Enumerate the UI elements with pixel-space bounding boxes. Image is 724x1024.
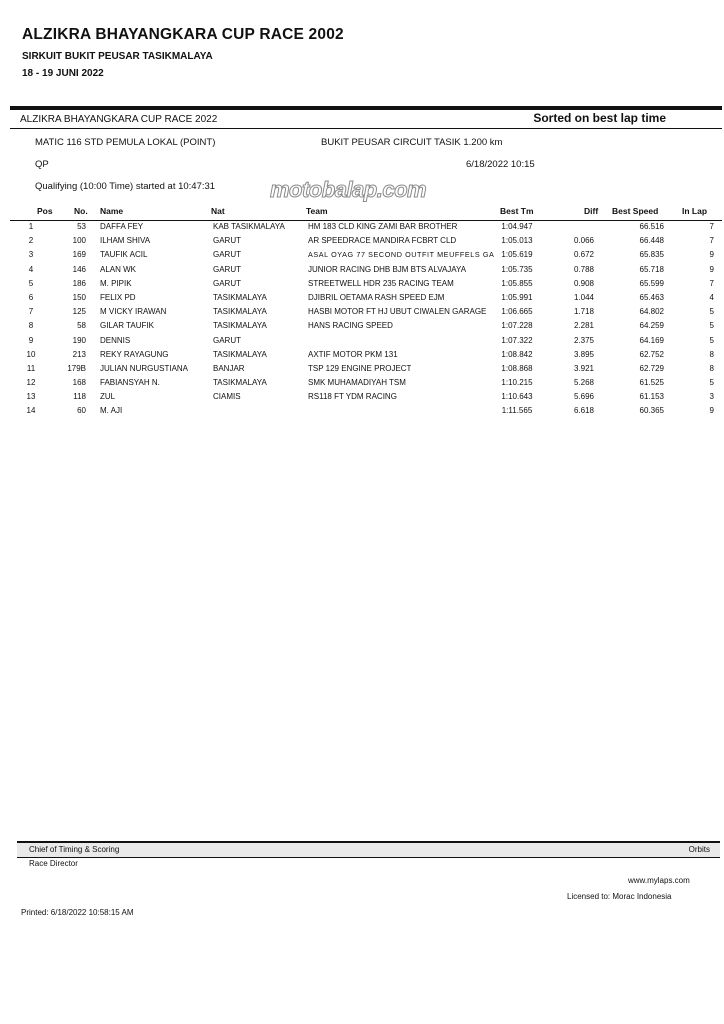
cell-best-time: 1:04.947 (501, 222, 533, 231)
cell-best-time: 1:05.013 (501, 236, 533, 246)
cell-name: GILAR TAUFIK (100, 321, 154, 331)
header-nat: Nat (211, 206, 225, 216)
cell-no: 213 (72, 349, 86, 359)
race-director-label: Race Director (29, 859, 78, 868)
cell-pos: 6 (28, 292, 34, 302)
cell-diff: 0.908 (573, 278, 594, 288)
results-table-body (10, 222, 722, 421)
cell-diff: 5.268 (573, 378, 594, 388)
cell-no: 58 (77, 321, 86, 331)
table-row (10, 350, 722, 364)
cell-in-lap: 4 (709, 292, 714, 302)
cell-best-speed: 64.169 (639, 335, 664, 345)
cell-team: DJIBRIL OETAMA RASH SPEED EJM (308, 292, 445, 302)
cell-best-speed: 60.365 (639, 406, 664, 416)
cell-name: DENNIS (100, 335, 131, 345)
cell-in-lap: 7 (709, 278, 714, 288)
cell-best-speed: 61.525 (639, 378, 664, 388)
cell-name: ALAN WK (100, 264, 137, 274)
cell-diff: 1.044 (573, 292, 594, 302)
cell-no: 186 (72, 278, 86, 288)
cell-pos: 13 (26, 392, 36, 402)
cell-pos: 5 (28, 278, 34, 288)
table-row (10, 279, 722, 293)
cell-team: HANS RACING SPEED (308, 321, 393, 331)
cell-best-time: 1:11.565 (501, 406, 533, 416)
printed-timestamp: Printed: 6/18/2022 10:58:15 AM (21, 908, 134, 917)
cell-pos: 8 (28, 321, 34, 331)
licensed-to: Licensed to: Morac Indonesia (567, 892, 672, 901)
cell-in-lap: 8 (709, 349, 714, 359)
header-team: Team (306, 206, 328, 216)
table-row (10, 307, 722, 321)
cell-nat: GARUT (213, 335, 241, 345)
cell-no: 179B (67, 363, 86, 373)
cell-best-speed: 64.259 (639, 321, 664, 331)
cell-team: HM 183 CLD KING ZAMI BAR BROTHER (308, 222, 458, 231)
table-row (10, 364, 722, 378)
cell-team: STREETWELL HDR 235 RACING TEAM (308, 278, 454, 288)
cell-nat: TASIKMALAYA (213, 292, 267, 302)
cell-diff: 0.672 (573, 250, 594, 260)
table-row (10, 336, 722, 350)
cell-in-lap: 9 (709, 250, 714, 260)
cell-best-time: 1:05.991 (501, 292, 533, 302)
cell-in-lap: 9 (709, 264, 714, 274)
header-best-speed: Best Speed (612, 206, 659, 216)
cell-in-lap: 9 (709, 406, 714, 416)
cell-diff: 5.696 (573, 392, 594, 402)
cell-name: M. PIPIK (100, 278, 132, 288)
cell-name: M. AJI (100, 406, 123, 416)
cell-best-speed: 64.802 (639, 307, 664, 317)
cell-in-lap: 5 (709, 378, 714, 388)
table-row (10, 392, 722, 406)
cell-best-time: 1:06.665 (501, 307, 533, 317)
cell-no: 53 (77, 222, 86, 231)
cell-pos: 7 (28, 307, 34, 317)
cell-no: 125 (72, 307, 86, 317)
cell-best-time: 1:07.322 (501, 335, 533, 345)
cell-name: M VICKY IRAWAN (100, 307, 167, 317)
header-name: Name (100, 206, 124, 216)
cell-team: ASAL OYAG 77 SECOND OUTFIT MEUFFELS GA (308, 250, 494, 260)
cell-in-lap: 5 (709, 307, 714, 317)
cell-diff: 0.788 (573, 264, 594, 274)
cell-name: ZUL (100, 392, 116, 402)
report-title: ALZIKRA BHAYANGKARA CUP RACE 2002 (22, 26, 344, 43)
header-pos: Pos (37, 206, 53, 216)
table-row (10, 321, 722, 335)
cell-best-time: 1:05.855 (501, 278, 533, 288)
cell-best-speed: 66.516 (639, 222, 664, 231)
qualifying-info: Qualifying (10:00 Time) started at 10:47:31 (35, 181, 216, 192)
watermark: motobalap.com (270, 177, 427, 202)
cell-name: ILHAM SHIVA (100, 236, 151, 246)
cell-best-time: 1:10.643 (501, 392, 533, 402)
class-name: MATIC 116 STD PEMULA LOKAL (POINT) (35, 137, 216, 148)
cell-in-lap: 7 (709, 236, 714, 246)
cell-best-speed: 61.153 (639, 392, 664, 402)
table-row (10, 222, 722, 236)
circuit-name: SIRKUIT BUKIT PEUSAR TASIKMALAYA (22, 51, 213, 62)
cell-diff: 3.921 (573, 363, 594, 373)
cell-nat: KAB TASIKMALAYA (213, 222, 285, 231)
cell-best-speed: 65.718 (639, 264, 664, 274)
header-no: No. (74, 206, 88, 216)
cell-best-speed: 65.463 (639, 292, 664, 302)
cell-in-lap: 5 (709, 321, 714, 331)
cell-best-time: 1:05.735 (501, 264, 533, 274)
cell-no: 190 (72, 335, 86, 345)
footer-bar (17, 841, 720, 858)
event-bar (10, 110, 722, 129)
cell-best-speed: 62.729 (639, 363, 664, 373)
website-link[interactable]: www.mylaps.com (628, 876, 690, 885)
cell-best-time: 1:08.868 (501, 363, 533, 373)
cell-pos: 4 (28, 264, 34, 274)
header-in-lap: In Lap (682, 206, 708, 216)
cell-no: 118 (73, 392, 86, 402)
cell-best-speed: 66.448 (639, 236, 664, 246)
cell-team: HASBI MOTOR FT HJ UBUT CIWALEN GARAGE (308, 307, 487, 317)
event-dates: 18 - 19 JUNI 2022 (22, 68, 104, 79)
cell-pos: 2 (28, 236, 34, 246)
cell-name: TAUFIK ACIL (100, 250, 148, 260)
cell-pos: 12 (26, 378, 36, 388)
cell-nat: GARUT (213, 264, 241, 274)
cell-diff: 0.066 (573, 236, 594, 246)
table-row (10, 236, 722, 250)
cell-no: 60 (77, 406, 86, 416)
cell-best-time: 1:10.215 (501, 378, 533, 388)
cell-diff: 3.895 (573, 349, 594, 359)
header-best-time: Best Tm (500, 206, 534, 216)
results-table-header (10, 206, 722, 221)
cell-in-lap: 3 (709, 392, 714, 402)
cell-pos: 11 (26, 363, 36, 373)
table-row (10, 378, 722, 392)
cell-best-time: 1:08.842 (501, 349, 533, 359)
cell-in-lap: 7 (709, 222, 714, 231)
table-row (10, 406, 722, 420)
cell-name: FELIX PD (100, 292, 136, 302)
table-row (10, 293, 722, 307)
cell-nat: GARUT (213, 278, 241, 288)
cell-nat: GARUT (213, 236, 241, 246)
cell-diff: 2.375 (573, 335, 594, 345)
cell-pos: 10 (26, 349, 36, 359)
cell-best-speed: 62.752 (639, 349, 664, 359)
session-datetime: 6/18/2022 10:15 (466, 159, 535, 170)
cell-name: JULIAN NURGUSTIANA (100, 363, 189, 373)
orbits-brand: Orbits (688, 845, 710, 854)
cell-diff: 1.718 (573, 307, 594, 317)
cell-in-lap: 8 (709, 363, 714, 373)
cell-best-speed: 65.835 (639, 250, 664, 260)
cell-best-time: 1:05.619 (501, 250, 533, 260)
cell-nat: BANJAR (213, 363, 245, 373)
cell-nat: CIAMIS (213, 392, 241, 402)
cell-best-speed: 65.599 (639, 278, 664, 288)
cell-team: AXTIF MOTOR PKM 131 (308, 349, 398, 359)
cell-nat: TASIKMALAYA (213, 307, 267, 317)
cell-name: DAFFA FEY (100, 222, 144, 231)
session-circuit: BUKIT PEUSAR CIRCUIT TASIK 1.200 km (321, 137, 503, 148)
cell-pos: 9 (28, 335, 34, 345)
cell-name: REKY RAYAGUNG (100, 349, 169, 359)
cell-nat: TASIKMALAYA (213, 378, 267, 388)
cell-no: 146 (72, 264, 86, 274)
cell-team: AR SPEEDRACE MANDIRA FCBRT CLD (308, 236, 457, 246)
cell-diff: 2.281 (573, 321, 594, 331)
cell-nat: TASIKMALAYA (213, 349, 267, 359)
header-diff: Diff (584, 206, 599, 216)
cell-pos: 1 (28, 222, 34, 231)
cell-no: 168 (72, 378, 86, 388)
table-row (10, 250, 722, 264)
cell-no: 150 (72, 292, 86, 302)
cell-name: FABIANSYAH N. (100, 378, 160, 388)
sort-label: Sorted on best lap time (533, 111, 666, 125)
cell-no: 169 (72, 250, 86, 260)
cell-diff: 6.618 (573, 406, 594, 416)
cell-team: RS118 FT YDM RACING (308, 392, 397, 402)
cell-pos: 14 (26, 406, 36, 416)
cell-team: JUNIOR RACING DHB BJM BTS ALVAJAYA (308, 264, 467, 274)
cell-pos: 3 (28, 250, 34, 260)
cell-nat: TASIKMALAYA (213, 321, 267, 331)
cell-team: SMK MUHAMADIYAH TSM (308, 378, 406, 388)
cell-team: TSP 129 ENGINE PROJECT (308, 363, 412, 373)
cell-best-time: 1:07.228 (501, 321, 533, 331)
cell-in-lap: 5 (709, 335, 714, 345)
chief-of-timing-label: Chief of Timing & Scoring (29, 845, 120, 854)
cell-nat: GARUT (213, 250, 241, 260)
event-name: ALZIKRA BHAYANGKARA CUP RACE 2022 (20, 114, 218, 125)
session-code: QP (35, 159, 49, 170)
cell-no: 100 (72, 236, 86, 246)
table-row (10, 265, 722, 279)
